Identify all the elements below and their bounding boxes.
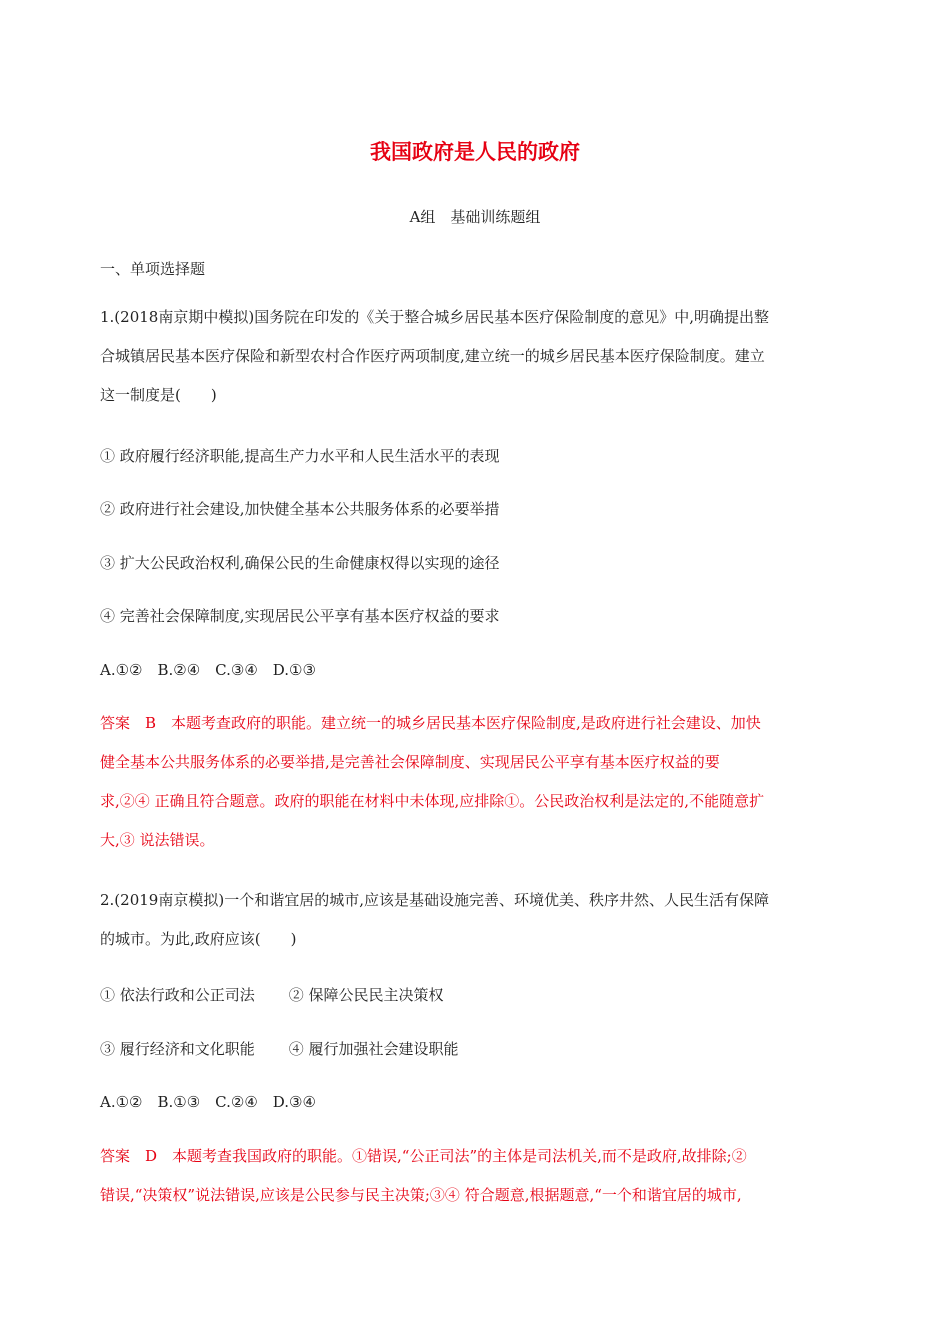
- q1-stem-line: 这一制度是( ): [100, 386, 217, 404]
- q2-answer-line: 错误,“决策权”说法错误,应该是公民参与民主决策;③④ 符合题意,根据题意,“一个和谐宜居的城市,: [100, 1186, 742, 1204]
- q1-answer: [100, 704, 852, 860]
- question-1-stem: [100, 298, 852, 415]
- q1-answer-line: 健全基本公共服务体系的必要举措,是完善社会保障制度、实现居民公平享有基本医疗权益的要: [100, 753, 720, 771]
- q1-option-4: ④ 完善社会保障制度,实现居民公平享有基本医疗权益的要求: [100, 607, 500, 625]
- group-label: A组 基础训练题组: [409, 208, 541, 226]
- question-2-stem: [100, 881, 852, 959]
- q2-option-1: ① 依法行政和公正司法: [100, 986, 255, 1004]
- q1-stem-line: 1.(2018南京期中模拟)国务院在印发的《关于整合城乡居民基本医疗保险制度的意见》中,明确提出整: [100, 308, 769, 326]
- q2-answer: [100, 1137, 852, 1215]
- page-title: 我国政府是人民的政府: [370, 140, 580, 164]
- q2-options-row-1: [100, 976, 852, 1015]
- q1-choices: A.①② B.②④ C.③④ D.①③: [100, 661, 316, 679]
- q2-stem-line: 的城市。为此,政府应该( ): [100, 930, 297, 948]
- q2-option-3: ③ 履行经济和文化职能: [100, 1040, 255, 1058]
- q2-options-row-2: [100, 1030, 852, 1069]
- q1-option-1: ① 政府履行经济职能,提高生产力水平和人民生活水平的表现: [100, 447, 500, 465]
- q2-answer-line: 答案 D 本题考查我国政府的职能。①错误,“公正司法”的主体是司法机关,而不是政府,故排除;②: [100, 1147, 747, 1165]
- q1-answer-line: 大,③ 说法错误。: [100, 831, 215, 849]
- q2-choices: A.①② B.①③ C.②④ D.③④: [100, 1093, 316, 1111]
- q2-stem-line: 2.(2019南京模拟)一个和谐宜居的城市,应该是基础设施完善、环境优美、秩序井然、人民生活有保障: [100, 891, 769, 909]
- q1-option-3: ③ 扩大公民政治权利,确保公民的生命健康权得以实现的途径: [100, 554, 500, 572]
- q1-answer-line: 求,②④ 正确且符合题意。政府的职能在材料中未体现,应排除①。公民政治权利是法定的,不能随意扩: [100, 792, 765, 810]
- section-label: 一、单项选择题: [100, 260, 206, 278]
- q1-stem-line: 合城镇居民基本医疗保险和新型农村合作医疗两项制度,建立统一的城乡居民基本医疗保险制度。建立: [100, 347, 765, 365]
- q1-answer-line: 答案 B 本题考查政府的职能。建立统一的城乡居民基本医疗保险制度,是政府进行社会建设、加快: [100, 714, 761, 732]
- q1-option-2: ② 政府进行社会建设,加快健全基本公共服务体系的必要举措: [100, 500, 500, 518]
- q2-option-4: ④ 履行加强社会建设职能: [288, 1040, 459, 1058]
- q2-option-2: ② 保障公民民主决策权: [288, 986, 444, 1004]
